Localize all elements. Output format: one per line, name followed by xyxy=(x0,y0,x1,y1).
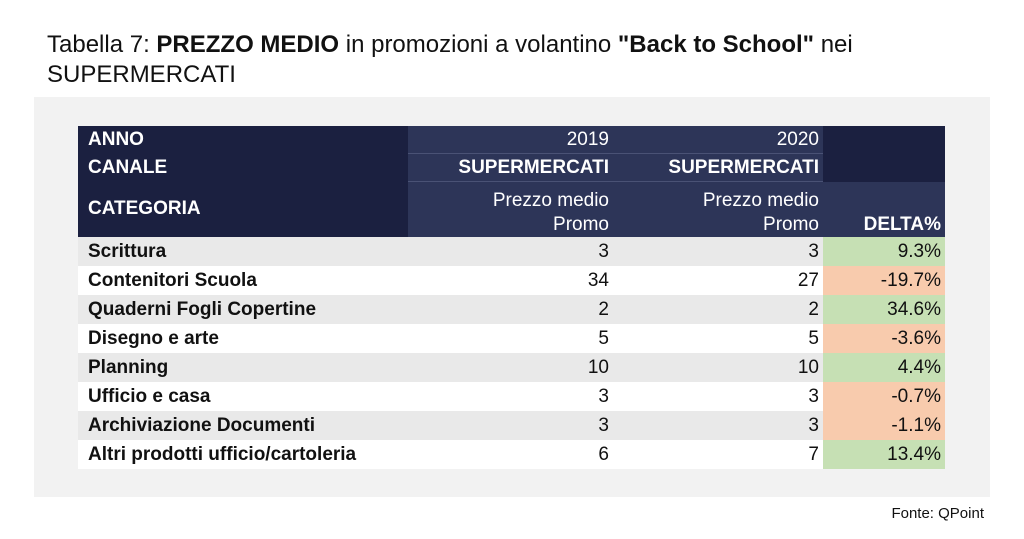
delta-cell: -0.7% xyxy=(823,382,945,411)
channel-2019-header: SUPERMERCATI xyxy=(408,154,613,182)
table-row xyxy=(78,353,945,382)
title-part-5: nei SUPERMERCATI xyxy=(47,31,853,88)
table-row xyxy=(78,237,945,266)
measure-2020-header xyxy=(613,182,823,238)
year-2020-header: 2020 xyxy=(613,126,823,154)
title-part-4: "Back to School" xyxy=(617,31,815,58)
value-2020-cell: 7 xyxy=(613,440,823,469)
measure-2019-line2: Promo xyxy=(553,214,609,235)
category-cell: Altri prodotti ufficio/cartoleria xyxy=(78,440,408,469)
value-2019-cell: 5 xyxy=(408,324,613,353)
value-2019-cell: 2 xyxy=(408,295,613,324)
delta-cell: -3.6% xyxy=(823,324,945,353)
delta-cell: 34.6% xyxy=(823,295,945,324)
category-cell: Planning xyxy=(78,353,408,382)
canale-header-filler xyxy=(823,154,945,182)
table-row xyxy=(78,324,945,353)
value-2019-cell: 3 xyxy=(408,382,613,411)
category-cell: Contenitori Scuola xyxy=(78,266,408,295)
value-2020-cell: 27 xyxy=(613,266,823,295)
delta-cell: -19.7% xyxy=(823,266,945,295)
measure-2020-line2: Promo xyxy=(763,214,819,235)
value-2020-cell: 5 xyxy=(613,324,823,353)
category-cell: Ufficio e casa xyxy=(78,382,408,411)
delta-cell: 4.4% xyxy=(823,353,945,382)
anno-header: ANNO xyxy=(78,126,408,154)
source-note: Fonte: QPoint xyxy=(891,505,984,522)
title-part-1: Tabella 7: xyxy=(47,31,157,58)
channel-2020-header: SUPERMERCATI xyxy=(613,154,823,182)
year-2019-header: 2019 xyxy=(408,126,613,154)
value-2019-cell: 3 xyxy=(408,237,613,266)
table-row xyxy=(78,411,945,440)
delta-cell: -1.1% xyxy=(823,411,945,440)
categoria-header: CATEGORIA xyxy=(78,182,408,238)
table-title xyxy=(47,30,987,90)
table-row xyxy=(78,295,945,324)
value-2020-cell: 2 xyxy=(613,295,823,324)
measure-2019-header xyxy=(408,182,613,238)
value-2020-cell: 3 xyxy=(613,382,823,411)
category-cell: Disegno e arte xyxy=(78,324,408,353)
measure-2020-line1: Prezzo medio xyxy=(702,190,819,211)
delta-cell: 13.4% xyxy=(823,440,945,469)
price-table xyxy=(78,126,945,469)
measure-2019-line1: Prezzo medio xyxy=(492,190,609,211)
table-body xyxy=(78,237,945,469)
delta-cell: 9.3% xyxy=(823,237,945,266)
title-part-2: PREZZO MEDIO xyxy=(156,31,340,58)
table-row xyxy=(78,266,945,295)
delta-header: DELTA% xyxy=(823,182,945,238)
value-2019-cell: 6 xyxy=(408,440,613,469)
table-row xyxy=(78,440,945,469)
value-2019-cell: 34 xyxy=(408,266,613,295)
canale-header: CANALE xyxy=(78,154,408,182)
table-row xyxy=(78,382,945,411)
anno-header-filler xyxy=(823,126,945,154)
category-cell: Archiviazione Documenti xyxy=(78,411,408,440)
value-2020-cell: 3 xyxy=(613,411,823,440)
value-2019-cell: 3 xyxy=(408,411,613,440)
title-part-3: in promozioni a volantino xyxy=(339,31,618,58)
category-cell: Quaderni Fogli Copertine xyxy=(78,295,408,324)
value-2019-cell: 10 xyxy=(408,353,613,382)
value-2020-cell: 10 xyxy=(613,353,823,382)
category-cell: Scrittura xyxy=(78,237,408,266)
value-2020-cell: 3 xyxy=(613,237,823,266)
